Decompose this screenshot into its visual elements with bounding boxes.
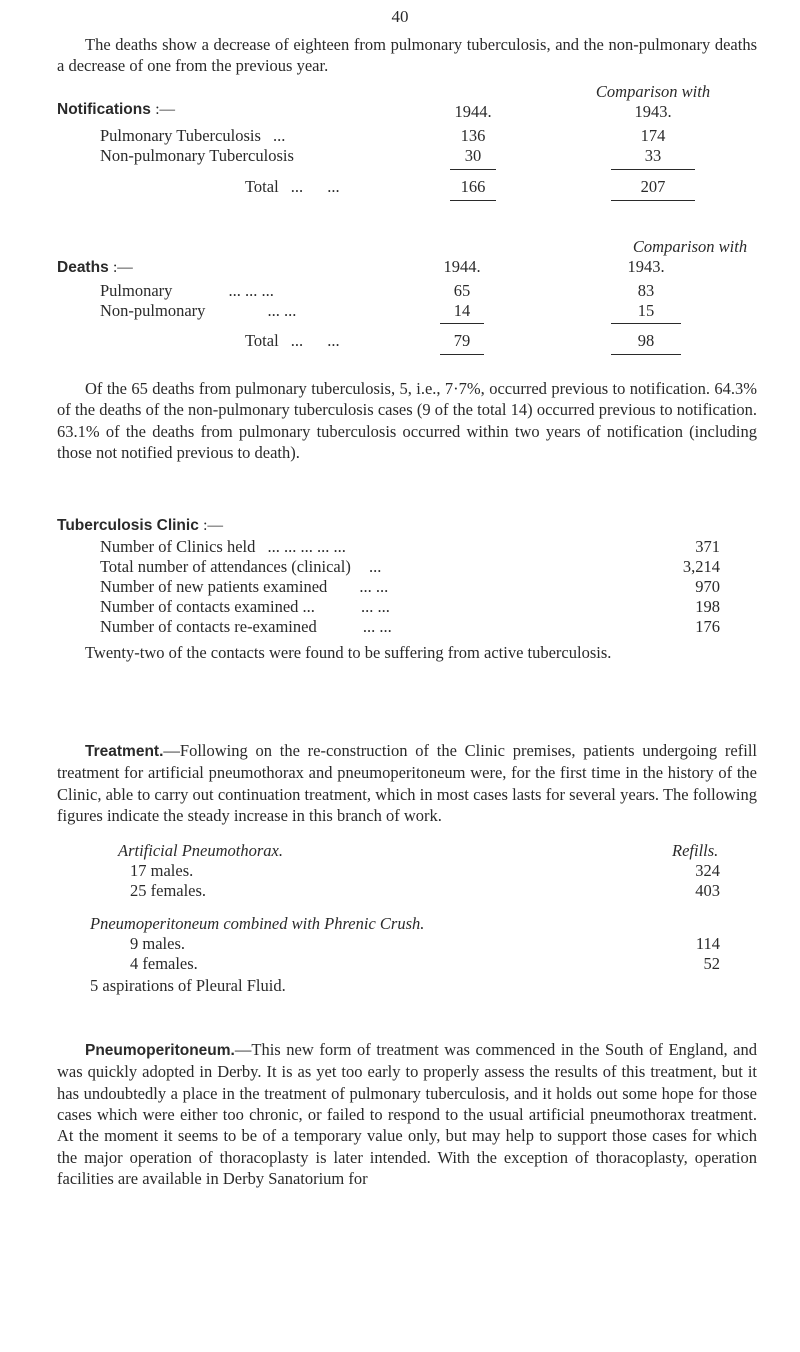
notifications-heading — [57, 100, 175, 120]
ap-row-males-value: 324 — [695, 861, 720, 880]
treatment-text: —Following on the re-construction of the Clinic premises, patients undergoing refill treatment for artificial pneumothorax and pneumoperitoneum were, for the first time in the history of the Clinic, able to carry out continuation treatment, which in most cases lasts for several years. The following figures indicate the steady increase in this branch of work. — [57, 741, 757, 826]
pp-row-males-value: 114 — [695, 934, 720, 953]
deaths-rule-previous-bottom — [611, 354, 681, 355]
refills-heading: Refills. — [672, 841, 719, 860]
pp-row-females-value: 52 — [703, 954, 720, 973]
pp-row-females-label: 4 females. — [130, 954, 198, 973]
clinic-note-paragraph: Twenty-two of the contacts were found to be suffering from active tuberculosis. — [85, 643, 612, 662]
deaths-row-label: Non-pulmonary — [100, 301, 206, 320]
clinic-row-text: Number of Clinics held — [100, 537, 256, 556]
clinic-heading — [57, 516, 223, 536]
notifications-total-leader2: ... — [327, 177, 340, 196]
clinic-row-value: 198 — [695, 597, 720, 616]
clinic-row-text: Number of contacts re-examined — [100, 617, 317, 636]
notifications-total-text: Total — [245, 177, 279, 196]
deaths-row-nonpulmonary-previous: 15 — [637, 301, 655, 320]
aspirations-line: 5 aspirations of Pleural Fluid. — [90, 976, 286, 995]
clinic-row-label — [100, 576, 388, 597]
deaths-row-pulmonary-current: 65 — [453, 281, 471, 300]
notifications-row-nonpulmonary-current: 30 — [464, 146, 482, 165]
notifications-row-label: Pulmonary Tuberculosis — [100, 126, 261, 145]
ap-row-females-value: 403 — [695, 881, 720, 900]
deaths-total-leader: ... — [290, 331, 304, 350]
deaths-row-nonpulmonary-current: 14 — [453, 301, 471, 320]
deaths-rule-previous — [611, 323, 681, 324]
pneumoperitoneum-heading: Pneumoperitoneum. — [85, 1042, 235, 1059]
clinic-row-leader: ... ... ... ... ... — [267, 537, 346, 556]
notifications-row-pulmonary-current: 136 — [460, 126, 486, 145]
notifications-row-pulmonary-previous: 174 — [640, 126, 666, 145]
notifications-rule-previous-bottom — [611, 200, 695, 201]
intro-paragraph: The deaths show a decrease of eighteen from pulmonary tuberculosis, and the non-pulmonary deaths a decrease of one from the previous year. — [57, 35, 757, 76]
ap-row-males-label: 17 males. — [130, 861, 194, 880]
notifications-total-current: 166 — [460, 177, 486, 196]
notifications-row-nonpulmonary-previous: 33 — [644, 146, 662, 165]
deaths-total-leader2: ... — [327, 331, 340, 350]
notifications-row-leader: ... — [273, 126, 286, 145]
deaths-row-pulmonary-label — [100, 280, 274, 301]
notifications-year-previous: 1943. — [634, 102, 672, 121]
deaths-heading — [57, 258, 133, 278]
notifications-comparison-label: Comparison with — [595, 82, 711, 101]
clinic-row-leader: ... — [368, 557, 382, 576]
deaths-row-pulmonary-previous: 83 — [637, 281, 655, 300]
clinic-heading-sep: :— — [203, 517, 223, 534]
notifications-rule-current-bottom — [450, 200, 496, 201]
clinic-row-leader: ... ... — [362, 617, 392, 636]
clinic-row-label — [100, 616, 392, 637]
ap-row-females-label: 25 females. — [130, 881, 207, 900]
notifications-row-nonpulmonary-label: Non-pulmonary Tuberculosis — [100, 146, 294, 165]
treatment-heading: Treatment. — [85, 743, 164, 760]
deaths-comparison-label: Comparison with — [632, 237, 748, 256]
deaths-rule-current — [440, 323, 484, 324]
notifications-total-leader: ... — [290, 177, 304, 196]
notifications-rule-current — [450, 169, 496, 170]
deaths-heading-sep: :— — [113, 259, 133, 276]
deaths-year-current: 1944. — [443, 257, 481, 276]
clinic-row-text: Total number of attendances (clinical) — [100, 557, 351, 576]
clinic-row-leader: ... ... — [359, 577, 389, 596]
ap-heading: Artificial Pneumothorax. — [118, 841, 283, 860]
deaths-row-label: Pulmonary — [100, 281, 173, 300]
clinic-row-leader: ... ... — [361, 597, 390, 616]
notifications-heading-text: Notifications — [57, 101, 151, 118]
notifications-heading-sep: :— — [155, 101, 175, 118]
clinic-row-text: Number of new patients examined — [100, 577, 328, 596]
clinic-heading-text: Tuberculosis Clinic — [57, 517, 199, 534]
notifications-year-current: 1944. — [454, 102, 492, 121]
clinic-row-label — [100, 596, 390, 617]
pneumoperitoneum-text: —This new form of treatment was commenced in the South of England, and was quickly adopted in Derby. It is as yet too early to properly assess the results of this treatment, but it has undoubtedly a place in the treatment of pulmonary tuberculosis, and it holds out some hope for those cases which were either too chronic, or failed to respond to the usual artificial pneumothorax treatment. At the moment it seems to be of a temporary value only, but may help to support those cases for which the major operation of thoracoplasty is later intended. With the exception of thoracoplasty, operation facilities are available in Derby Sanatorium for — [57, 1040, 757, 1189]
pp-heading: Pneumoperitoneum combined with Phrenic Crush. — [90, 914, 425, 933]
deaths-total-current: 79 — [453, 331, 471, 350]
clinic-row-label — [100, 556, 381, 577]
clinic-row-text: Number of contacts examined ... — [100, 597, 315, 616]
pneumoperitoneum-paragraph — [57, 1039, 757, 1190]
clinic-row-value: 3,214 — [682, 557, 720, 576]
deaths-year-previous: 1943. — [627, 257, 665, 276]
deaths-heading-text: Deaths — [57, 259, 109, 276]
clinic-row-value: 970 — [695, 577, 720, 596]
deaths-row-leader: ... ... — [267, 301, 297, 320]
treatment-paragraph — [57, 740, 757, 826]
deaths-total-label — [245, 330, 340, 351]
deaths-row-leader: ... ... ... — [228, 281, 274, 300]
page-number: 40 — [391, 7, 409, 26]
notifications-total-previous: 207 — [640, 177, 666, 196]
clinic-row-label — [100, 536, 346, 557]
deaths-rule-current-bottom — [440, 354, 484, 355]
clinic-row-value: 176 — [695, 617, 720, 636]
pp-row-males-label: 9 males. — [130, 934, 185, 953]
notifications-rule-previous — [611, 169, 695, 170]
deaths-row-nonpulmonary-label — [100, 300, 296, 321]
notifications-total-label — [245, 176, 340, 197]
clinic-row-value: 371 — [695, 537, 720, 556]
deaths-total-text: Total — [245, 331, 279, 350]
deaths-total-previous: 98 — [637, 331, 655, 350]
deaths-note-paragraph: Of the 65 deaths from pulmonary tuberculosis, 5, i.e., 7·7%, occurred previous to notification. 64.3% of the deaths of the non-pulmonary tuberculosis cases (9 of the total 14) occurred previous to notification. 63.1% of the deaths from pulmonary tuberculosis occurred within two years of notification (including those not notified previous to death). — [57, 379, 757, 463]
notifications-row-pulmonary-label — [100, 125, 285, 146]
